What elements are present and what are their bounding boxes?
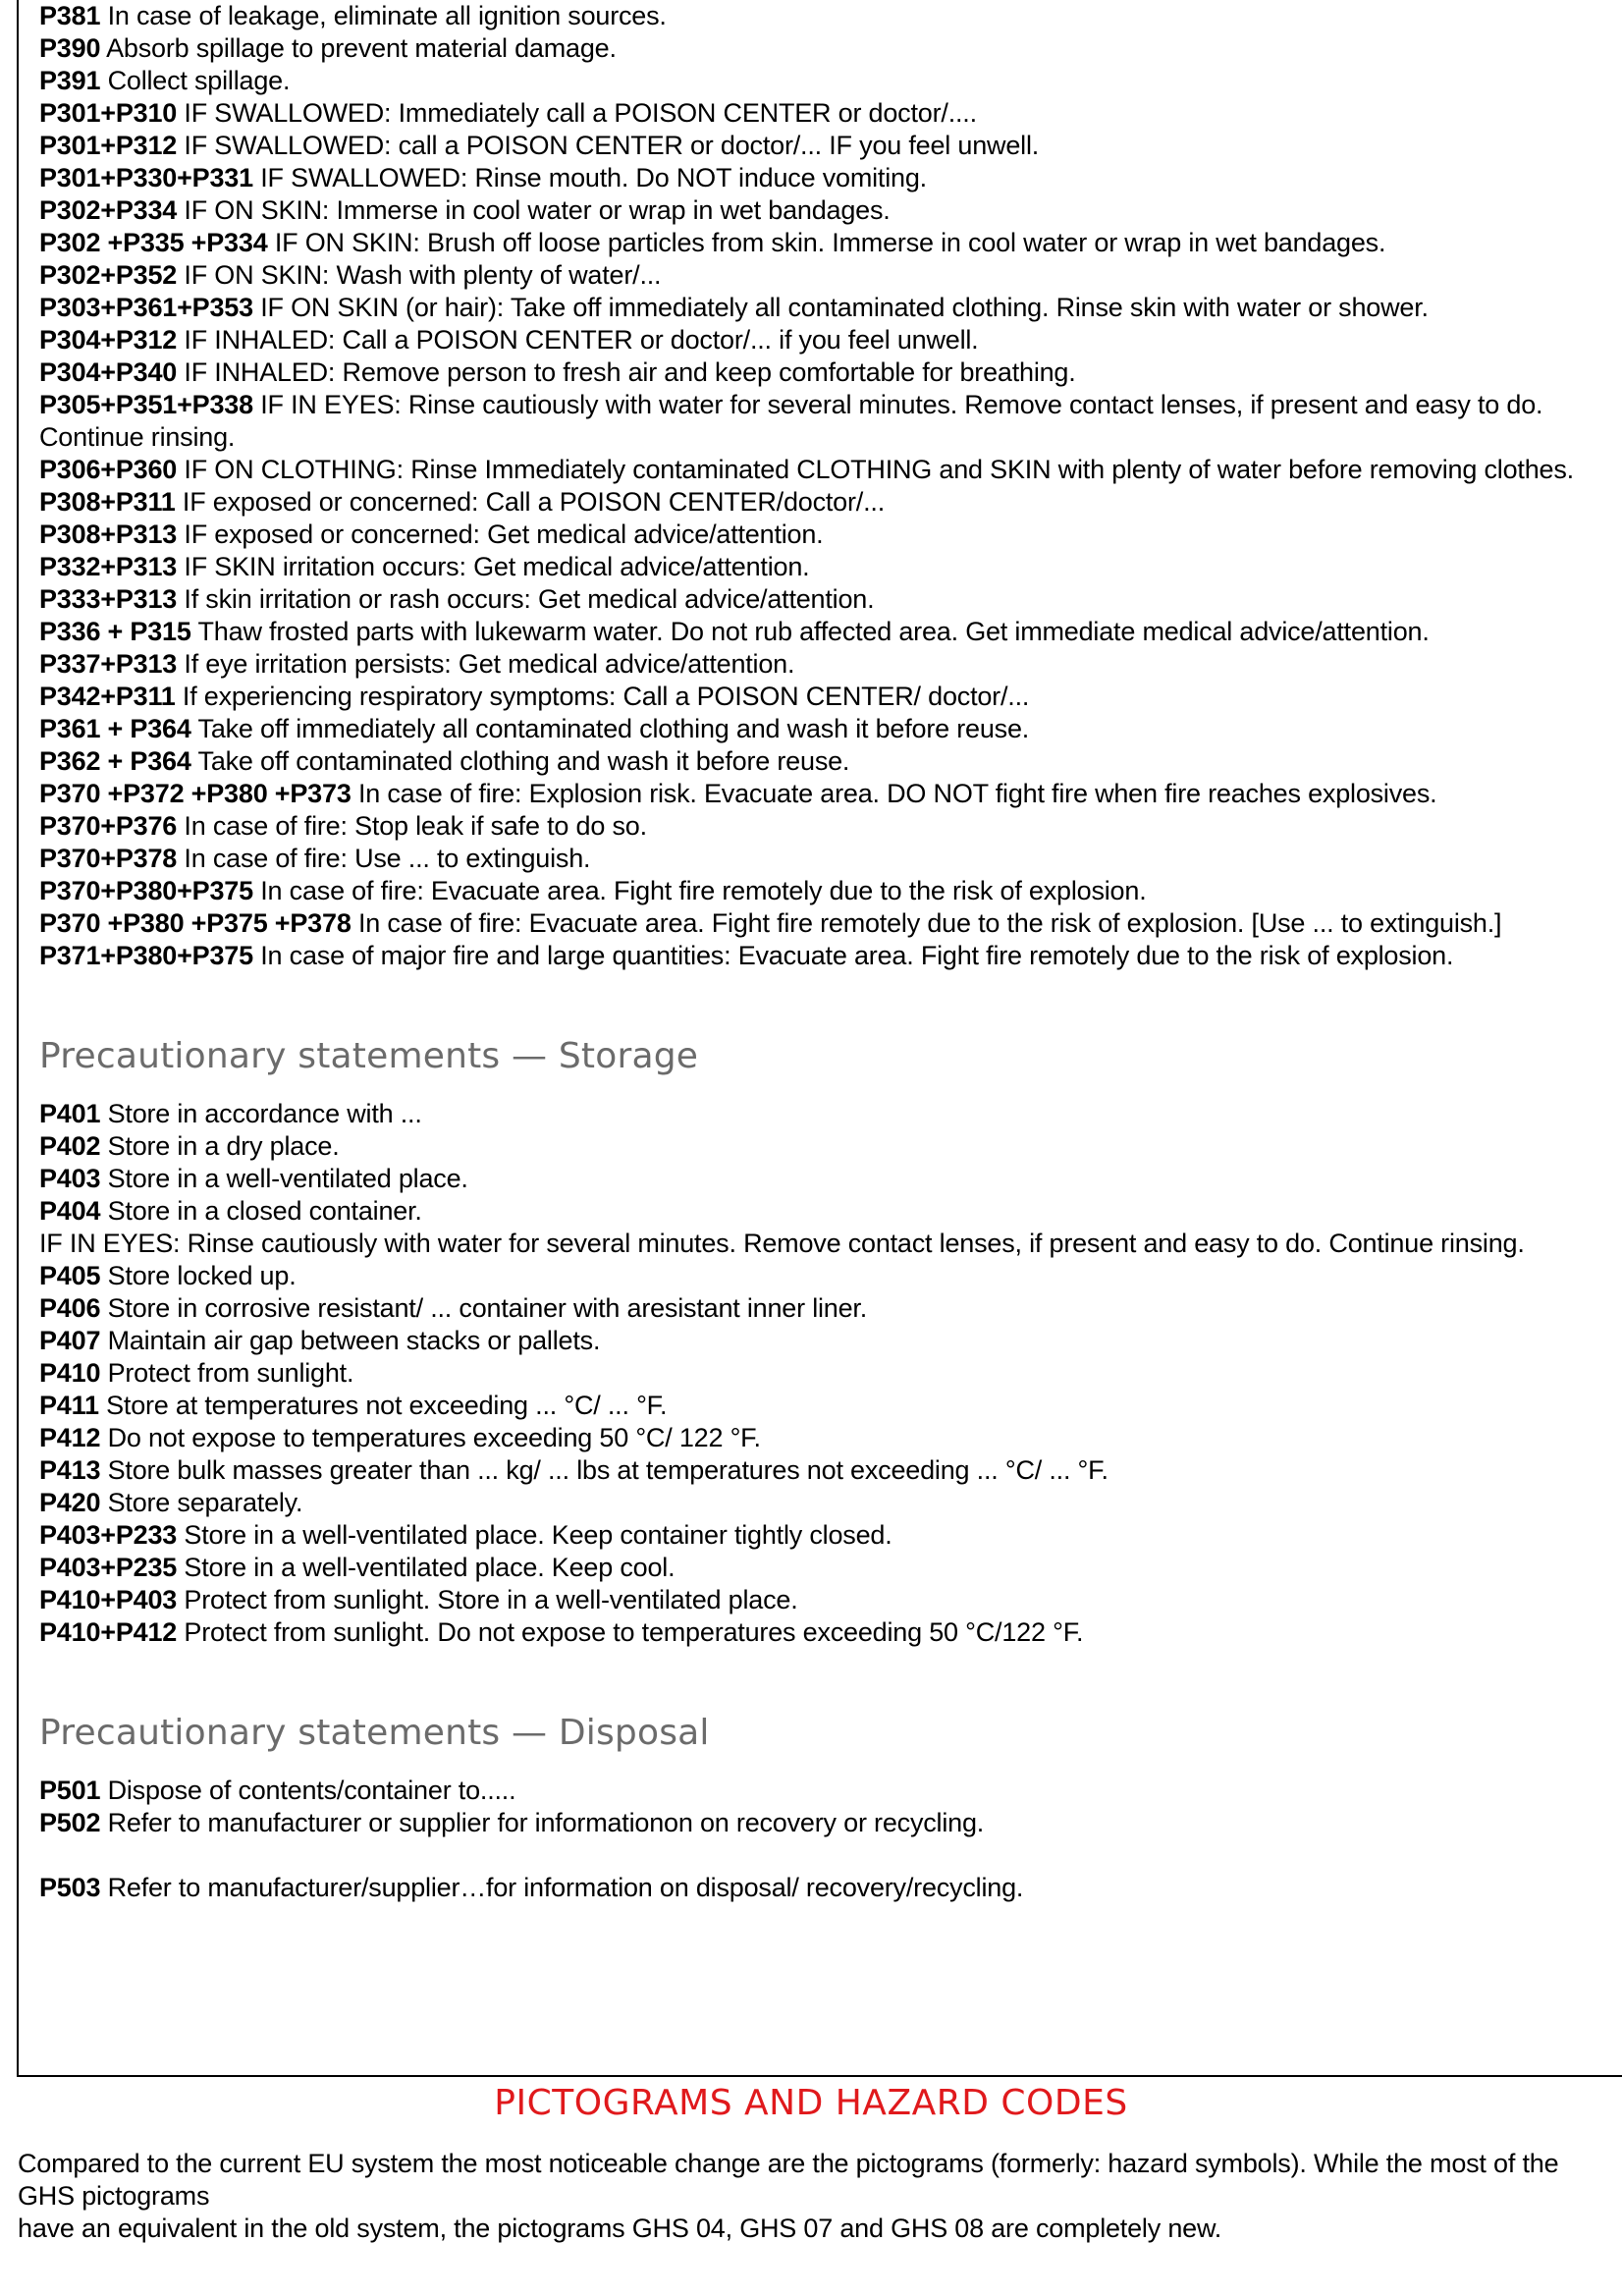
- statement-item: [39, 259, 1610, 292]
- statement-text: IF ON SKIN (or hair): Take off immediately all contaminated clothing. Rinse skin with water or shower.: [260, 293, 1429, 322]
- statement-code: P371+P380+P375: [39, 941, 253, 970]
- statement-text: Collect spillage.: [107, 66, 291, 95]
- statement-item: [39, 1422, 1610, 1454]
- statement-code: P333+P313: [39, 584, 178, 614]
- statement-code: P342+P311: [39, 682, 176, 711]
- statement-item: [39, 940, 1610, 972]
- statement-code: P302+P334: [39, 195, 178, 225]
- statement-code: P402: [39, 1131, 101, 1161]
- statement-item: [39, 1519, 1610, 1552]
- statement-text: IF IN EYES: Rinse cautiously with water for several minutes. Remove contact lenses, if present and easy to do. Continue rinsing.: [39, 390, 1543, 452]
- statement-text: Take off immediately all contaminated clothing and wash it before reuse.: [197, 714, 1030, 743]
- statement-item: [39, 454, 1610, 486]
- statement-code: P404: [39, 1196, 101, 1226]
- statement-item: [39, 1130, 1610, 1163]
- statement-item: [39, 551, 1610, 583]
- statement-text: If skin irritation or rash occurs: Get medical advice/attention.: [184, 584, 875, 614]
- statement-code: P308+P313: [39, 519, 178, 549]
- statement-item: [39, 519, 1610, 551]
- statement-code: P407: [39, 1326, 101, 1355]
- statement-code: P370+P380+P375: [39, 876, 253, 905]
- statement-text: Store in a dry place.: [107, 1131, 340, 1161]
- statement-code: P381: [39, 1, 101, 30]
- statement-item: [39, 0, 1610, 32]
- statement-text: IF SWALLOWED: Rinse mouth. Do NOT induce vomiting.: [260, 163, 927, 192]
- statement-item: [39, 745, 1610, 778]
- disposal-section-title: Precautionary statements — Disposal: [39, 1713, 710, 1753]
- statement-code: P410: [39, 1358, 101, 1388]
- statement-item: [39, 1260, 1610, 1292]
- statement-text: Maintain air gap between stacks or pallets.: [107, 1326, 601, 1355]
- statement-item: [39, 194, 1610, 227]
- statement-item: [39, 130, 1610, 162]
- statement-item: [39, 65, 1610, 97]
- statement-code: P420: [39, 1488, 101, 1517]
- statement-text: IF ON SKIN: Immerse in cool water or wrap in wet bandages.: [184, 195, 891, 225]
- statement-item: [39, 1584, 1610, 1616]
- statement-code: P303+P361+P353: [39, 293, 253, 322]
- statement-item: [39, 389, 1610, 454]
- statement-text: IF SWALLOWED: Immediately call a POISON CENTER or doctor/....: [184, 98, 977, 128]
- statement-code: P406: [39, 1293, 101, 1323]
- statement-code: P337+P313: [39, 649, 178, 679]
- statement-text: Store in a closed container.: [107, 1196, 422, 1226]
- statement-code: P361 + P364: [39, 714, 191, 743]
- statement-code: P502: [39, 1808, 101, 1837]
- statement-text: Store in a well-ventilated place. Keep cool.: [184, 1553, 676, 1582]
- statement-text: In case of fire: Use ... to extinguish.: [184, 844, 591, 873]
- statement-text: IF INHALED: Remove person to fresh air and keep comfortable for breathing.: [184, 357, 1076, 387]
- statement-text: Protect from sunlight.: [107, 1358, 354, 1388]
- statement-code: P336 + P315: [39, 617, 191, 646]
- statement-text: Store in corrosive resistant/ ... container with aresistant inner liner.: [107, 1293, 868, 1323]
- statement-code: P370 +P380 +P375 +P378: [39, 908, 351, 938]
- statement-text: IF ON SKIN: Wash with plenty of water/...: [184, 260, 662, 290]
- statement-text: IF ON SKIN: Brush off loose particles from skin. Immerse in cool water or wrap in wet bandages.: [274, 228, 1386, 257]
- statement-item: [39, 356, 1610, 389]
- statement-item: [39, 713, 1610, 745]
- pictograms-intro: [18, 2148, 1598, 2245]
- statement-text: In case of major fire and large quantities: Evacuate area. Fight fire remotely due to the risk of explosion.: [260, 941, 1454, 970]
- statement-item: [39, 1487, 1610, 1519]
- statement-item: [39, 810, 1610, 843]
- statement-item: [39, 1807, 1610, 1839]
- statement-code: P413: [39, 1455, 101, 1485]
- statement-text: Store bulk masses greater than ... kg/ ... lbs at temperatures not exceeding ... °C/ ... °F.: [107, 1455, 1108, 1485]
- statement-item: [39, 324, 1610, 356]
- statement-item: [39, 1292, 1610, 1325]
- statement-item: [39, 1775, 1610, 1807]
- statement-code: P391: [39, 66, 101, 95]
- statement-code: P301+P310: [39, 98, 178, 128]
- statement-item: [39, 681, 1610, 713]
- statement-code: P403: [39, 1164, 101, 1193]
- statement-code: P410+P403: [39, 1585, 178, 1614]
- statement-text: IF ON CLOTHING: Rinse Immediately contaminated CLOTHING and SKIN with plenty of water before removing clothes.: [184, 455, 1574, 484]
- statement-text: If eye irritation persists: Get medical advice/attention.: [184, 649, 795, 679]
- statement-item: [39, 486, 1610, 519]
- statement-code: P304+P340: [39, 357, 178, 387]
- statement-text: Protect from sunlight. Store in a well-ventilated place.: [184, 1585, 798, 1614]
- statement-item: [39, 778, 1610, 810]
- statement-item: [39, 907, 1610, 940]
- statement-item: [39, 292, 1610, 324]
- statement-item: [39, 648, 1610, 681]
- statement-item: [39, 1872, 1610, 1904]
- statement-text: Dispose of contents/container to.....: [107, 1776, 516, 1805]
- statement-item: [39, 1616, 1610, 1649]
- statement-text: In case of fire: Evacuate area. Fight fire remotely due to the risk of explosion. [Use ... to extinguish.]: [357, 908, 1502, 938]
- statement-code: P305+P351+P338: [39, 390, 253, 419]
- statement-code: P304+P312: [39, 325, 178, 355]
- statement-code: P370+P378: [39, 844, 178, 873]
- statement-code: P301+P312: [39, 131, 178, 160]
- statement-text: Protect from sunlight. Do not expose to temperatures exceeding 50 °C/122 °F.: [184, 1617, 1084, 1647]
- statement-item: [39, 1552, 1610, 1584]
- statement-item: [39, 1195, 1610, 1228]
- statement-item: [39, 616, 1610, 648]
- statement-item: [39, 1357, 1610, 1390]
- statement-code: P301+P330+P331: [39, 163, 253, 192]
- statement-text: In case of fire: Stop leak if safe to do so.: [184, 811, 647, 841]
- statement-item: [39, 1454, 1610, 1487]
- statement-code: P306+P360: [39, 455, 178, 484]
- statement-code: P405: [39, 1261, 101, 1290]
- statement-text: IF exposed or concerned: Call a POISON CENTER/doctor/...: [182, 487, 885, 517]
- statement-code: P362 + P364: [39, 746, 191, 776]
- pictograms-paragraph-line-2: have an equivalent in the old system, the pictograms GHS 04, GHS 07 and GHS 08 are completely new.: [18, 2214, 1222, 2243]
- statement-code: P411: [39, 1391, 99, 1420]
- statement-text: IF exposed or concerned: Get medical advice/attention.: [184, 519, 824, 549]
- statement-text: In case of fire: Evacuate area. Fight fire remotely due to the risk of explosion.: [260, 876, 1147, 905]
- disposal-statements-list: [39, 1775, 1610, 1904]
- pictograms-heading: PICTOGRAMS AND HAZARD CODES: [494, 2083, 1128, 2123]
- pictograms-paragraph-line-1: Compared to the current EU system the most noticeable change are the pictograms (formerly: hazard symbols). While the most of the GHS pictograms: [18, 2149, 1559, 2211]
- storage-statements-list: [39, 1098, 1610, 1649]
- statement-item: [39, 843, 1610, 875]
- storage-section-title: Precautionary statements — Storage: [39, 1036, 699, 1076]
- statement-text: Take off contaminated clothing and wash it before reuse.: [197, 746, 850, 776]
- statement-item: [39, 875, 1610, 907]
- statement-item: [39, 162, 1610, 194]
- statement-item: [39, 97, 1610, 130]
- statement-item: [39, 583, 1610, 616]
- statement-code: P302 +P335 +P334: [39, 228, 268, 257]
- statement-text: Thaw frosted parts with lukewarm water. Do not rub affected area. Get immediate medical advice/attention.: [197, 617, 1430, 646]
- statement-text: Absorb spillage to prevent material damage.: [106, 33, 617, 63]
- statement-text: Store in a well-ventilated place. Keep container tightly closed.: [184, 1520, 892, 1550]
- statement-code: P503: [39, 1873, 101, 1902]
- statement-item: [39, 1163, 1610, 1195]
- statement-text: In case of fire: Explosion risk. Evacuate area. DO NOT fight fire when fire reaches explosives.: [357, 779, 1437, 808]
- statement-text: In case of leakage, eliminate all ignition sources.: [107, 1, 667, 30]
- statement-code: P401: [39, 1099, 101, 1128]
- statement-item: [39, 1228, 1610, 1260]
- statement-text: Store in a well-ventilated place.: [107, 1164, 468, 1193]
- statement-code: P370 +P372 +P380 +P373: [39, 779, 351, 808]
- statement-code: P370+P376: [39, 811, 178, 841]
- statement-code: P332+P313: [39, 552, 178, 581]
- statement-text: IF INHALED: Call a POISON CENTER or doctor/... if you feel unwell.: [184, 325, 979, 355]
- statement-text: Refer to manufacturer or supplier for informationon on recovery or recycling.: [107, 1808, 985, 1837]
- statement-item: [39, 32, 1610, 65]
- statement-text: Store locked up.: [107, 1261, 297, 1290]
- statement-item: [39, 1390, 1610, 1422]
- statement-text: Refer to manufacturer/supplier…for information on disposal/ recovery/recycling.: [107, 1873, 1024, 1902]
- statement-text: IF SKIN irritation occurs: Get medical advice/attention.: [184, 552, 810, 581]
- statement-code: P308+P311: [39, 487, 176, 517]
- statement-text: Store in accordance with ...: [107, 1099, 422, 1128]
- statement-item: [39, 1325, 1610, 1357]
- statement-code: P501: [39, 1776, 101, 1805]
- statement-text: Do not expose to temperatures exceeding 50 °C/ 122 °F.: [107, 1423, 761, 1452]
- statement-item: [39, 1098, 1610, 1130]
- statement-text: If experiencing respiratory symptoms: Call a POISON CENTER/ doctor/...: [182, 682, 1030, 711]
- statement-code: P390: [39, 33, 101, 63]
- statement-code: P410+P412: [39, 1617, 178, 1647]
- statement-text: IF SWALLOWED: call a POISON CENTER or doctor/... IF you feel unwell.: [184, 131, 1040, 160]
- statement-text: IF IN EYES: Rinse cautiously with water for several minutes. Remove contact lenses, if present and easy to do. Continue rinsing.: [39, 1229, 1525, 1258]
- response-statements-list: [39, 0, 1610, 972]
- statement-item: [39, 227, 1610, 259]
- statement-text: Store separately.: [107, 1488, 303, 1517]
- statement-code: P412: [39, 1423, 101, 1452]
- statement-code: P403+P235: [39, 1553, 178, 1582]
- statements-content: [39, 0, 1610, 1904]
- statement-text: Store at temperatures not exceeding ... °C/ ... °F.: [106, 1391, 668, 1420]
- statement-code: P302+P352: [39, 260, 178, 290]
- statement-code: P403+P233: [39, 1520, 178, 1550]
